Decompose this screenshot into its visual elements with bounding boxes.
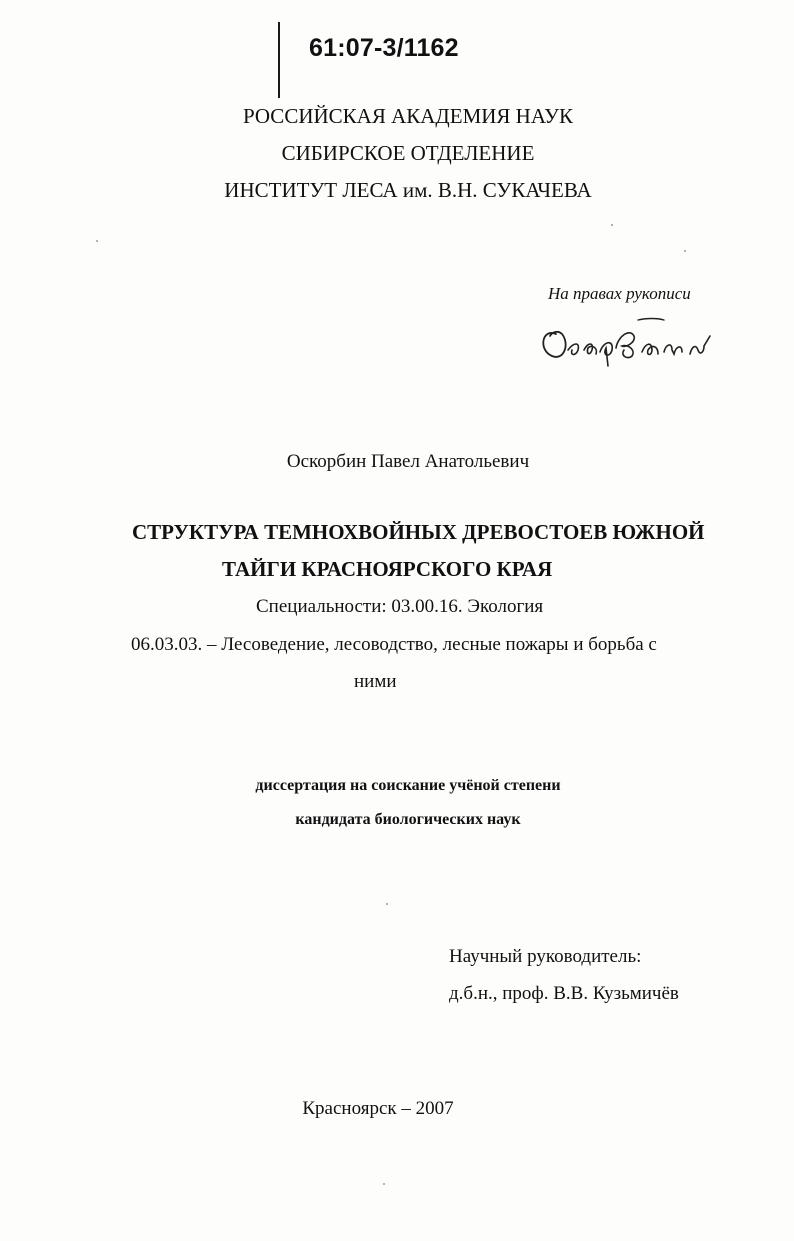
institution-line-3: ИНСТИТУТ ЛЕСА им. В.Н. СУКАЧЕВА [224, 178, 592, 202]
degree-line-1: диссертация на соискание учёной степени [255, 777, 561, 794]
title-line-1: СТРУКТУРА ТЕМНОХВОЙНЫХ ДРЕВОСТОЕВ ЮЖНОЙ [132, 520, 705, 544]
signature-icon [534, 306, 724, 370]
specialty-line-1: Специальности: 03.00.16. Экология [256, 596, 544, 617]
degree-line-2: кандидата биологических наук [295, 811, 521, 828]
archive-code: 61:07-3/1162 [309, 34, 459, 62]
scan-speck [684, 250, 686, 252]
institution-line-2: СИБИРСКОЕ ОТДЕЛЕНИЕ [281, 141, 535, 165]
specialty-line-3: ними [354, 671, 397, 692]
scan-speck [386, 903, 388, 905]
scan-speck [383, 1183, 385, 1185]
institution-line-1: РОССИЙСКАЯ АКАДЕМИЯ НАУК [242, 104, 574, 128]
manuscript-rights-note: На правах рукописи [548, 284, 691, 303]
author-name: Оскорбин Павел Анатольевич [286, 451, 530, 472]
scan-speck [96, 240, 98, 242]
specialty-line-2: 06.03.03. – Лесоведение, лесоводство, лесные пожары и борьба с [131, 634, 657, 655]
title-line-2: ТАЙГИ КРАСНОЯРСКОГО КРАЯ [222, 557, 553, 581]
supervisor-name: д.б.н., проф. В.В. Кузьмичёв [449, 983, 679, 1004]
scan-speck [611, 224, 613, 226]
city-year: Красноярск – 2007 [302, 1098, 454, 1119]
stamp-vertical-rule [278, 22, 280, 98]
supervisor-label: Научный руководитель: [449, 946, 642, 967]
